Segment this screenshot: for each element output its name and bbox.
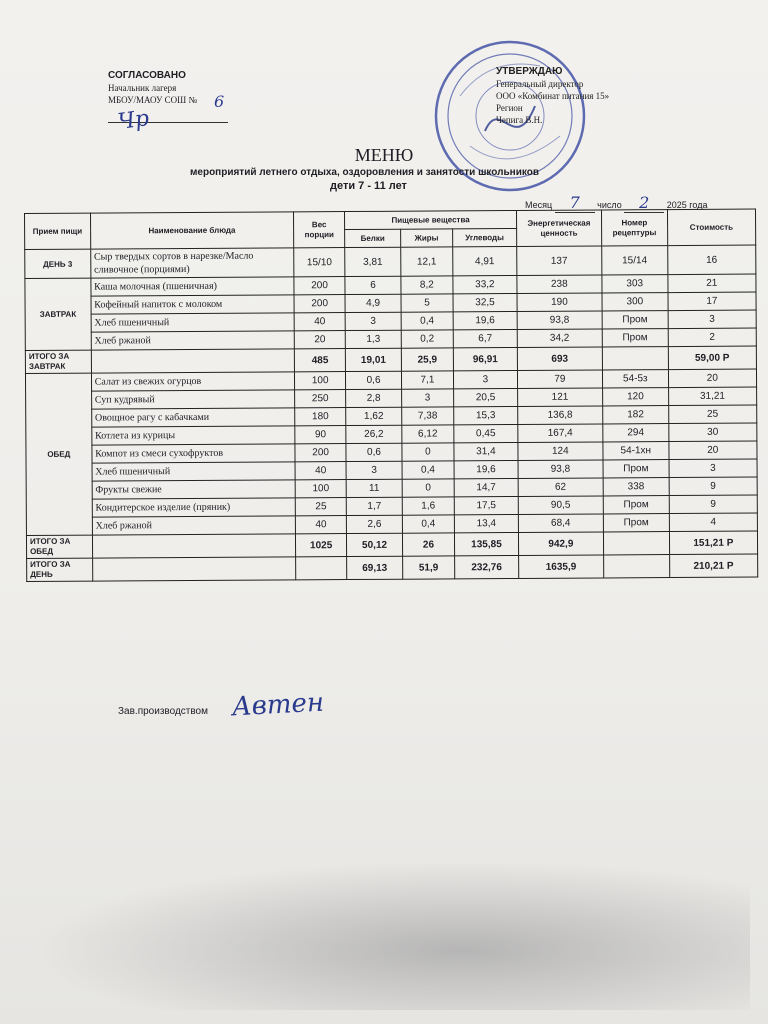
dish-name: Компот из смеси сухофруктов <box>92 444 295 463</box>
school-number-handwritten: 6 <box>214 92 225 111</box>
dish-energy: 167,4 <box>518 424 603 443</box>
header-fat: Жиры <box>400 229 452 247</box>
page-subtitle: мероприятий летнего отдыха, оздоровления и занятости школьников <box>190 167 539 178</box>
dish-recipe: Пром <box>603 460 669 478</box>
dish-carbs: 15,3 <box>454 406 518 424</box>
dish-weight: 100 <box>294 372 345 390</box>
dish-weight: 90 <box>295 426 346 444</box>
total-label: ИТОГО ЗА ДЕНЬ <box>27 558 93 581</box>
dish-protein: 2,8 <box>346 389 402 407</box>
dish-carbs: 19,6 <box>453 311 517 329</box>
total-fat: 51,9 <box>402 556 454 579</box>
dish-name: Котлета из курицы <box>92 426 295 445</box>
dish-energy: 136,8 <box>517 406 602 425</box>
total-fat: 26 <box>402 533 454 556</box>
dish-name: Салат из свежих огурцов <box>91 372 294 391</box>
total-cost: 59,00 Р <box>668 346 756 370</box>
dish-protein: 3 <box>345 312 401 330</box>
dish-fat: 6,12 <box>402 425 454 443</box>
dish-fat: 1,6 <box>402 497 454 515</box>
dish-fat: 8,2 <box>401 276 453 294</box>
dish-protein: 4,9 <box>345 294 401 312</box>
dish-weight: 250 <box>295 390 346 408</box>
dish-protein: 1,3 <box>346 330 402 348</box>
dish-weight: 20 <box>294 331 345 349</box>
header-cost: Стоимость <box>667 209 756 246</box>
dish-protein: 1,62 <box>346 407 402 425</box>
total-label: ИТОГО ЗА ОБЕД <box>26 535 92 558</box>
dish-protein: 2,6 <box>347 515 403 533</box>
total-weight: 1025 <box>295 534 346 557</box>
dish-energy: 93,8 <box>518 460 603 479</box>
total-recipe <box>602 347 668 370</box>
dish-name: Хлеб ржаной <box>91 331 294 350</box>
header-nutrients: Пищевые вещества <box>345 210 517 229</box>
dish-protein: 0,6 <box>346 371 402 389</box>
dish-carbs: 20,5 <box>454 388 518 406</box>
dish-weight: 15/10 <box>294 248 346 277</box>
dish-name: Хлеб пшеничный <box>92 462 295 481</box>
header-row <box>25 209 756 231</box>
dish-cost: 20 <box>669 441 757 460</box>
age-group: дети 7 - 11 лет <box>330 180 407 192</box>
dish-weight: 25 <box>295 498 346 516</box>
dish-fat: 0 <box>402 479 454 497</box>
total-recipe <box>603 532 669 555</box>
total-energy: 1635,9 <box>518 555 603 579</box>
dish-fat: 3 <box>401 389 453 407</box>
approval-org: МБОУ/МАОУ СОШ № <box>108 95 198 105</box>
dish-energy: 68,4 <box>518 514 603 533</box>
dish-recipe: Пром <box>603 496 669 514</box>
dish-name: Каша молочная (пшеничная) <box>91 277 294 296</box>
day-label: ДЕНЬ 3 <box>25 249 91 278</box>
dish-recipe: Пром <box>602 329 668 347</box>
dish-cost: 4 <box>669 513 757 532</box>
dish-cost: 3 <box>669 459 757 478</box>
total-label: ИТОГО ЗА ЗАВТРАК <box>25 350 91 373</box>
dish-recipe: Пром <box>603 514 669 532</box>
dish-cost: 9 <box>669 495 757 514</box>
dish-recipe: 54-1хн <box>603 442 669 460</box>
dish-recipe: 54-5з <box>602 370 668 388</box>
photo-shadow <box>30 860 750 1010</box>
dish-protein: 1,7 <box>347 497 403 515</box>
dish-protein: 6 <box>345 276 401 294</box>
dish-fat: 0,2 <box>401 330 453 348</box>
confirm-region: Регион <box>496 103 523 113</box>
month-value: 7 <box>569 193 580 212</box>
dish-weight: 40 <box>294 313 345 331</box>
approval-signature: Чр <box>116 105 151 136</box>
dish-name: Суп кудрявый <box>91 390 294 409</box>
dish-fat: 5 <box>401 294 453 312</box>
dish-recipe: 294 <box>603 424 669 442</box>
dish-cost: 20 <box>668 369 756 388</box>
dish-energy: 93,8 <box>517 311 602 330</box>
dish-fat: 7,38 <box>401 407 453 425</box>
dish-weight: 200 <box>294 295 345 313</box>
dish-name: Овощное рагу с кабачками <box>91 408 294 427</box>
dish-name: Кондитерское изделие (пряник) <box>92 498 295 517</box>
total-carbs: 135,85 <box>455 532 519 555</box>
dish-recipe: 15/14 <box>602 246 668 275</box>
dish-energy: 121 <box>517 388 602 407</box>
total-energy: 693 <box>517 347 602 371</box>
day-row <box>25 245 756 278</box>
confirm-name: Чепига В.Н. <box>496 115 543 125</box>
header-protein: Белки <box>345 229 401 247</box>
header-carbs: Углеводы <box>453 228 517 246</box>
total-blank <box>91 349 294 373</box>
dish-energy: 238 <box>517 275 602 294</box>
day-label: число <box>597 200 622 210</box>
header-weight: Вес порции <box>293 212 345 248</box>
dish-carbs: 31,4 <box>454 442 518 460</box>
dish-fat: 0 <box>402 443 454 461</box>
dish-protein: 11 <box>346 479 402 497</box>
dish-name: Сыр твердых сортов в нарезке/Масло сливочное (порциями) <box>90 248 293 278</box>
dish-recipe: 182 <box>603 406 669 424</box>
dish-protein: 3 <box>346 461 402 479</box>
total-protein: 50,12 <box>347 533 403 556</box>
confirm-org: ООО «Комбинат питания 15» <box>496 91 610 101</box>
total-carbs: 232,76 <box>455 555 519 578</box>
dish-name: Хлеб ржаной <box>92 516 295 535</box>
dish-cost: 30 <box>668 423 756 442</box>
total-recipe <box>604 555 670 578</box>
total-cost: 151,21 Р <box>669 531 757 555</box>
lunch-meal-label: ОБЕД <box>25 373 92 535</box>
dish-cost: 16 <box>667 245 756 275</box>
dish-carbs: 19,6 <box>454 460 518 478</box>
confirm-heading: УТВЕРЖДАЮ <box>496 66 563 77</box>
header-dish: Наименование блюда <box>90 212 293 249</box>
dish-carbs: 17,5 <box>454 496 518 514</box>
dish-energy: 79 <box>517 370 602 389</box>
dish-name: Кофейный напиток с молоком <box>91 295 294 314</box>
dish-carbs: 14,7 <box>454 478 518 496</box>
dish-fat: 0,4 <box>402 461 454 479</box>
dish-protein: 26,2 <box>346 425 402 443</box>
dish-recipe: 300 <box>602 293 668 311</box>
total-protein: 19,01 <box>346 348 402 371</box>
dish-recipe: 120 <box>603 388 669 406</box>
header-recipe: Номер рецептуры <box>601 210 667 246</box>
total-carbs: 96,91 <box>453 347 517 370</box>
total-protein: 69,13 <box>347 556 403 579</box>
header-energy: Энергетическая ценность <box>516 210 601 247</box>
confirm-block <box>496 66 609 126</box>
dish-weight: 100 <box>295 480 346 498</box>
dish-energy: 190 <box>517 293 602 312</box>
dish-carbs: 32,5 <box>453 293 517 311</box>
confirm-position: Генеральный директор <box>496 79 584 89</box>
dish-recipe: Пром <box>602 311 668 329</box>
page-title: МЕНЮ <box>354 145 414 165</box>
dish-weight: 200 <box>295 444 346 462</box>
dish-carbs: 0,45 <box>454 424 518 442</box>
total-weight <box>296 557 347 580</box>
menu-table <box>24 209 758 582</box>
dish-recipe: 303 <box>602 275 668 293</box>
total-blank <box>92 534 295 558</box>
dish-name: Хлеб пшеничный <box>91 313 294 332</box>
dish-protein: 0,6 <box>346 443 402 461</box>
dish-protein: 3,81 <box>345 247 401 276</box>
dish-weight: 200 <box>294 277 345 295</box>
total-cost: 210,21 Р <box>669 554 757 578</box>
breakfast-meal-label: ЗАВТРАК <box>25 278 91 350</box>
total-weight: 485 <box>294 349 345 372</box>
dish-energy: 90,5 <box>518 496 603 515</box>
dish-fat: 7,1 <box>401 371 453 389</box>
dish-weight: 180 <box>295 408 346 426</box>
total-fat: 25,9 <box>401 348 453 371</box>
dish-cost: 31,21 <box>668 387 756 406</box>
total-energy: 942,9 <box>518 532 603 556</box>
dish-energy: 137 <box>516 246 601 276</box>
dish-recipe: 338 <box>603 478 669 496</box>
dish-carbs: 3 <box>454 370 518 388</box>
dish-name: Фрукты свежие <box>92 480 295 499</box>
approval-position: Начальник лагеря <box>108 83 177 93</box>
dish-cost: 25 <box>668 405 756 424</box>
month-label: Месяц <box>525 200 553 210</box>
dish-energy: 124 <box>518 442 603 461</box>
dish-weight: 40 <box>295 462 346 480</box>
dish-weight: 40 <box>295 516 346 534</box>
dish-cost: 17 <box>668 292 756 311</box>
dish-cost: 2 <box>668 328 756 347</box>
day-total-row <box>27 554 758 581</box>
approval-heading: СОГЛАСОВАНО <box>108 70 186 81</box>
footer-label: Зав.производством <box>118 706 208 717</box>
dish-energy: 34,2 <box>517 329 602 348</box>
dish-fat: 0,4 <box>401 312 453 330</box>
dish-cost: 3 <box>668 310 756 329</box>
dish-carbs: 33,2 <box>453 275 517 293</box>
total-blank <box>92 557 295 581</box>
dish-fat: 12,1 <box>400 247 453 276</box>
dish-fat: 0,4 <box>402 515 454 533</box>
dish-cost: 9 <box>669 477 757 496</box>
dish-carbs: 13,4 <box>454 514 518 532</box>
year-text: 2025 года <box>666 200 708 210</box>
dish-energy: 62 <box>518 478 603 497</box>
dish-carbs: 6,7 <box>453 329 517 347</box>
dish-cost: 21 <box>668 274 756 293</box>
dish-carbs: 4,91 <box>453 246 517 275</box>
header-meal: Прием пищи <box>25 213 91 249</box>
footer-signature: Автен <box>231 687 325 723</box>
day-value: 2 <box>639 193 650 212</box>
